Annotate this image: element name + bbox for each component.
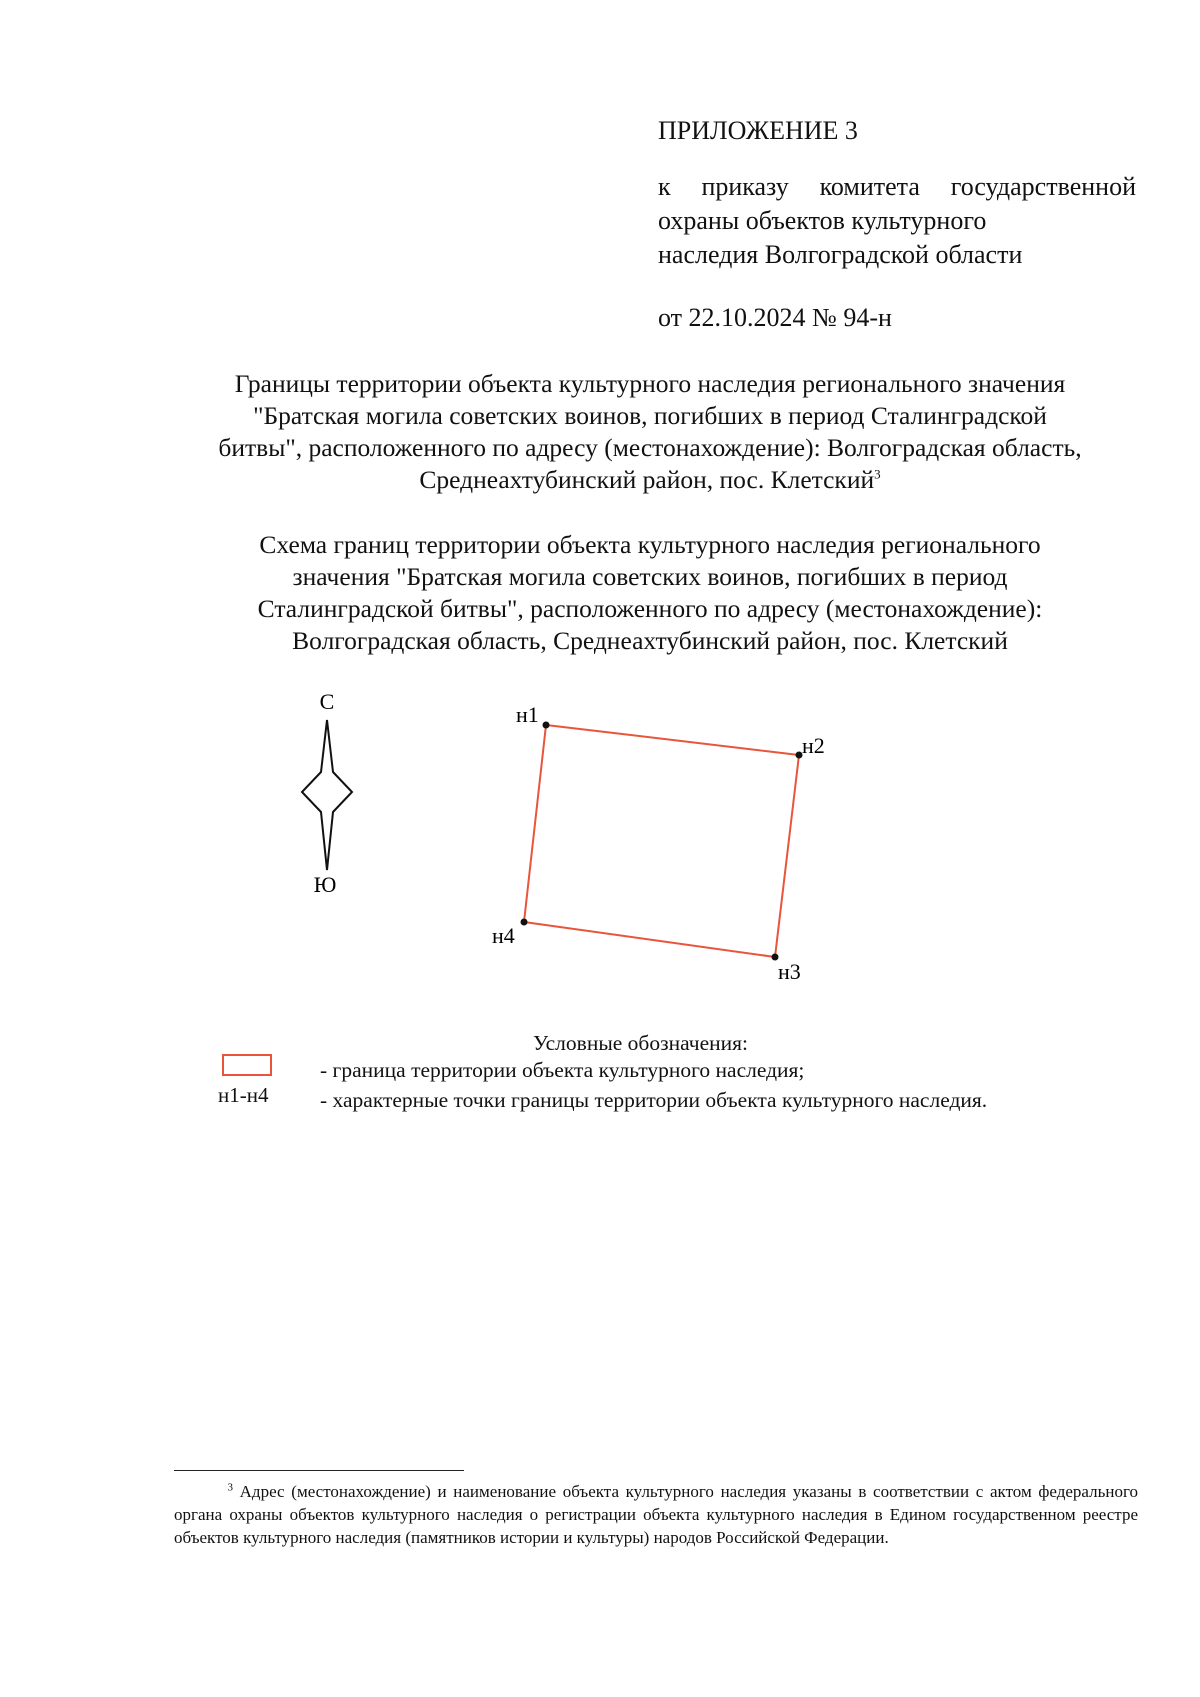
title-line xyxy=(160,464,1140,496)
order-line: охраны объектов культурного xyxy=(658,206,987,235)
order-reference xyxy=(658,170,1136,272)
boundary-point-n2 xyxy=(796,733,825,759)
boundary-scheme xyxy=(0,680,1200,1000)
compass-icon xyxy=(302,689,352,897)
point-label: н3 xyxy=(778,959,801,984)
footnote-divider xyxy=(174,1470,464,1471)
boundary-polygon xyxy=(524,725,799,957)
title-line-text: Среднеахтубинский район, пос. Клетский xyxy=(419,465,875,494)
scheme-title-line: Волгоградская область, Среднеахтубинский район, пос. Клетский xyxy=(292,626,1008,655)
legend-item: - характерные точки границы территории объекта культурного наследия. xyxy=(320,1088,988,1112)
point-label: н4 xyxy=(492,923,515,948)
boundary-point-n3 xyxy=(772,954,801,985)
compass-south-label: Ю xyxy=(313,872,337,897)
point-marker xyxy=(543,722,550,729)
scheme-title-line: Сталинградской битвы", расположенного по адресу (местонахождение): xyxy=(257,594,1043,623)
order-line: к приказу комитета государственной xyxy=(658,172,1136,201)
footnote-reference[interactable]: 3 xyxy=(874,466,881,482)
title-line: "Братская могила советских воинов, погибших в период Сталинградской xyxy=(253,401,1047,430)
boundary-point-n1 xyxy=(516,702,550,729)
order-line: наследия Волгоградской области xyxy=(658,240,1023,269)
title-line: битвы", расположенного по адресу (местонахождение): Волгоградская область, xyxy=(218,433,1082,462)
boundary-point-n4 xyxy=(492,919,528,949)
compass-north-label: С xyxy=(319,689,335,714)
title-line: Границы территории объекта культурного наследия регионального значения xyxy=(234,369,1066,398)
legend-item: - граница территории объекта культурного наследия; xyxy=(320,1058,805,1082)
appendix-heading: ПРИЛОЖЕНИЕ 3 xyxy=(658,116,858,145)
legend-points-label: н1-н4 xyxy=(218,1083,269,1107)
compass-needle xyxy=(302,720,352,870)
point-label: н1 xyxy=(516,702,539,727)
footnote-marker: 3 xyxy=(227,1481,233,1494)
footnote-text: Адрес (местонахождение) и наименование объекта культурного наследия указаны в соответствии с актом федерального органа охраны объектов культурного наследия о регистрации объекта культурного наследия в Едином государственном реестре объектов культурного наследия (памятников истории и культуры) народов Российской Федерации. xyxy=(174,1482,1139,1547)
point-label: н2 xyxy=(802,733,825,758)
document-title xyxy=(160,368,1140,496)
scheme-title xyxy=(160,529,1140,657)
footnote xyxy=(174,1480,1138,1549)
order-date: от 22.10.2024 № 94-н xyxy=(658,303,892,332)
scheme-title-line: значения "Братская могила советских воинов, погибших в период xyxy=(292,562,1008,591)
legend-boundary-swatch xyxy=(222,1054,272,1076)
scheme-title-line: Схема границ территории объекта культурного наследия регионального xyxy=(259,530,1041,559)
legend-title: Условные обозначения: xyxy=(533,1031,749,1055)
point-marker xyxy=(521,919,528,926)
